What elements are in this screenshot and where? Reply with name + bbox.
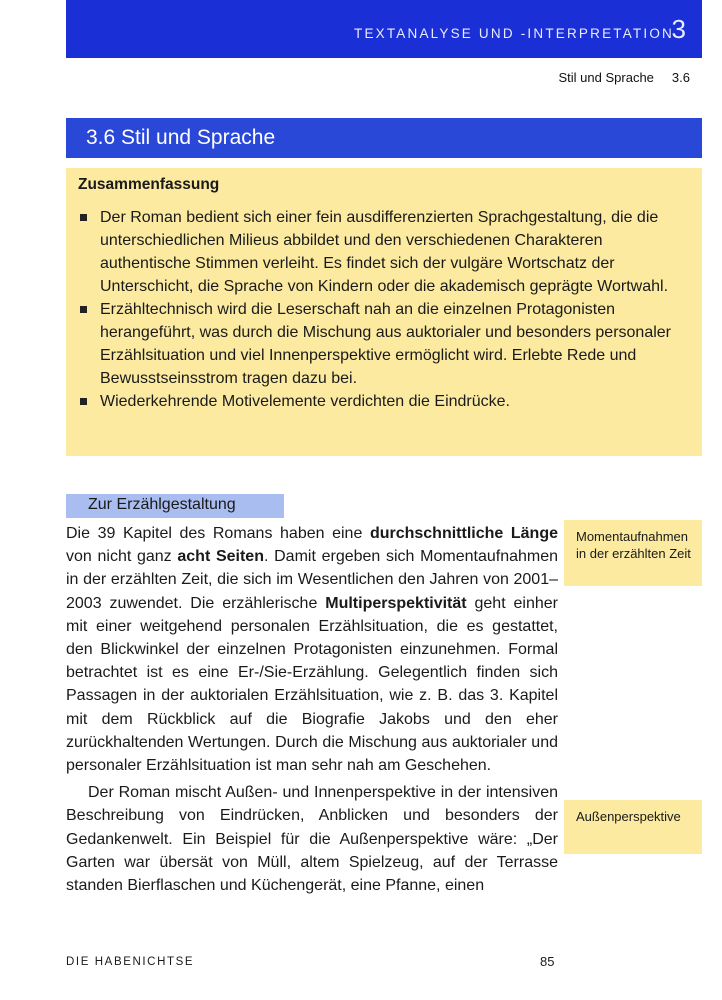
summary-item (78, 390, 690, 413)
bold-term: acht Seiten (177, 548, 264, 566)
bullet-square-icon (80, 214, 87, 221)
paragraph-2: Der Roman mischt Außen- und Innenperspektive in der intensiven Beschreibung von Eindrücken, Anblicken und besonders der Gedankenwelt. Ein Beispiel für die Außenperspektive wäre: „Der Garten war übersät von Müll, altem Spielzeug, auf der Terrasse standen Bierflaschen und Küchengerät, eine Pfanne, einen (66, 784, 558, 895)
chapter-title: TEXTANALYSE UND -INTERPRETATION (354, 26, 674, 41)
running-title: Stil und Sprache (558, 70, 654, 85)
running-head (559, 70, 690, 85)
section-header (66, 118, 702, 158)
bullet-square-icon (80, 306, 87, 313)
margin-note-aussenperspektive: Außenperspektive (564, 800, 702, 854)
summary-item (78, 298, 690, 390)
subheading-erzaehlgestaltung (66, 494, 284, 518)
summary-item (78, 206, 690, 298)
body-text (66, 522, 558, 897)
summary-list (78, 206, 690, 413)
paragraph-text: von nicht ganz (66, 548, 178, 566)
running-number: 3.6 (671, 70, 690, 85)
summary-heading: Zusammenfassung (78, 176, 220, 193)
paragraph-1 (66, 522, 558, 777)
subheading-text: Zur Erzählgestaltung (88, 496, 236, 513)
paragraph-text: . Damit ergeben sich Momentaufnahmen in der erzählten Zeit, die sich im Wesentlichen den Jahren von 2001–2003 zuwendet. Die erzählerische (66, 548, 559, 612)
bullet-square-icon (80, 398, 87, 405)
section-title: 3.6 Stil und Sprache (86, 126, 276, 149)
summary-item-text: Wiederkehrende Motivelemente verdichten die Eindrücke. (100, 393, 510, 410)
paragraph-text: geht einher mit einer weitgehend personalen Erzählsituation, die es gestattet, den Blickwinkel der einzelnen Protagonisten einzunehmen. Formal betrachtet ist es eine Er-/Sie-Erzählung. Gelegentlich finden sich Passagen in der auktorialen Erzählsituation, wie z. B. das 3. Kapitel mit dem Rückblick auf die Biografie Jakobs und den eher zurückhaltenden Wertungen. Durch die Mischung aus auktorialer und personaler Erzählsituation ist man sehr nah am Geschehen. (66, 594, 558, 775)
summary-item-text: Der Roman bedient sich einer fein ausdifferenzierten Sprachgestaltung, die die unterschiedlichen Milieus abbildet und den verschiedenen Charakteren authentische Stimmen verleiht. Es findet sich der vulgäre Wortschatz der Unterschicht, die Sprache von Kindern oder die akademisch geprägte Wortwahl. (100, 209, 669, 295)
chapter-header-band (66, 0, 702, 58)
margin-note-momentaufnahmen: Momentaufnahmen in der erzählten Zeit (564, 520, 702, 586)
page-number: 85 (540, 954, 555, 969)
chapter-number: 3 (671, 14, 686, 44)
bold-term: durchschnittliche Länge (369, 525, 558, 542)
paragraph-text: Die 39 Kapitel des Romans haben eine (66, 525, 370, 542)
bold-term: Multiperspektivität (325, 594, 467, 612)
footer-book-title: DIE HABENICHTSE (66, 956, 195, 968)
summary-box (66, 168, 702, 456)
summary-item-text: Erzähltechnisch wird die Leserschaft nah an die einzelnen Protagonisten herangeführt, was durch die Mischung aus auktorialer und besonders personaler Erzählsituation und viel Innenperspektive ermöglicht wird. Erlebte Rede und Bewusstseinsstrom tragen dazu bei. (100, 301, 672, 387)
